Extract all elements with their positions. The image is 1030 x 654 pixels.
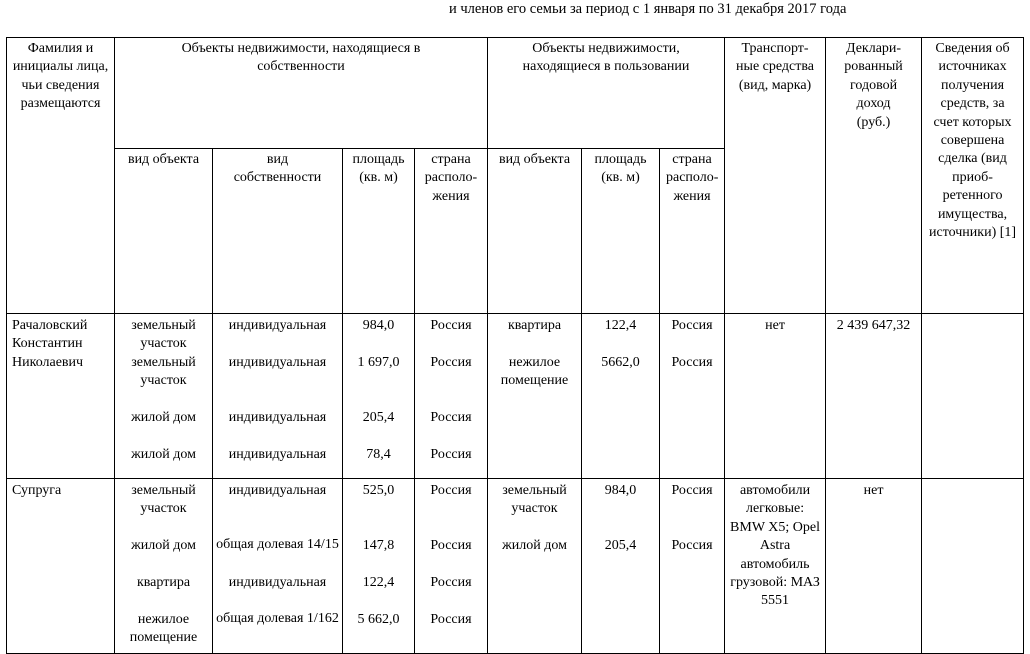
- header-used-area: [582, 149, 660, 314]
- owned-ownership: индивидуальная: [228, 483, 327, 498]
- header-owned-ownership: [213, 149, 343, 314]
- owned-country: Россия: [430, 318, 472, 333]
- owned-ownership: индивидуальная: [228, 354, 327, 370]
- owned-type: нежилое помещение: [129, 611, 198, 646]
- declaration-table: [6, 37, 1024, 654]
- owned-area: 5 662,0: [357, 611, 400, 627]
- owned-ownership: индивидуальная: [228, 409, 327, 425]
- owned-area-cell: [343, 479, 415, 654]
- used-country: Россия: [671, 483, 713, 498]
- vehicles-value: автомобили легковые: BMW X5; Opel Astra автомобиль грузовой: МАЗ 5551: [730, 483, 821, 609]
- header-used-country: [660, 149, 725, 314]
- person-cell: [7, 314, 115, 479]
- used-type-cell: [488, 479, 582, 654]
- used-country: Россия: [671, 538, 713, 554]
- header-used-country-text: страна располо-жения: [666, 152, 719, 204]
- header-used-type-text: вид объекта: [498, 152, 571, 167]
- vehicles-cell: [725, 314, 826, 479]
- owned-type-cell: [115, 314, 213, 479]
- person-cell: [7, 479, 115, 654]
- header-owned-area: [343, 149, 415, 314]
- owned-area: 1 697,0: [357, 354, 400, 370]
- header-person: [7, 38, 115, 314]
- used-area-cell: [582, 314, 660, 479]
- header-person-text: Фамилия и инициалы лица, чьи сведения размещаются: [12, 41, 109, 112]
- used-country: Россия: [671, 354, 713, 370]
- owned-type: жилой дом: [131, 538, 196, 554]
- owned-area: 147,8: [362, 538, 395, 554]
- owned-area: 205,4: [362, 409, 395, 425]
- header-owned-ownership-text: вид собственности: [233, 152, 322, 186]
- header-owned-country: [415, 149, 488, 314]
- income-cell: [826, 479, 922, 654]
- header-used-group-text: Объекты недвижимости, находящиеся в пользовании: [522, 41, 690, 75]
- table-row: [7, 314, 1024, 479]
- sources-value: [922, 314, 1023, 317]
- owned-ownership: общая долевая 1/162: [216, 610, 339, 626]
- header-owned-group: [115, 38, 488, 149]
- header-income-text: Деклари-рованный годовой доход (руб.): [844, 41, 903, 130]
- header-row-1: [7, 38, 1024, 149]
- owned-type-cell: [115, 479, 213, 654]
- used-type: земельный участок: [502, 483, 567, 517]
- sources-value: [922, 479, 1023, 482]
- used-type-cell: [488, 314, 582, 479]
- owned-country: Россия: [430, 574, 472, 590]
- owned-type: земельный участок: [131, 318, 196, 352]
- used-area: 122,4: [604, 318, 637, 333]
- header-vehicles-text: Транспорт-ные средства (вид, марка): [736, 41, 814, 93]
- vehicles-value: нет: [765, 318, 785, 333]
- header-owned-type-text: вид объекта: [127, 152, 200, 167]
- owned-country-cell: [415, 479, 488, 654]
- header-used-area-text: площадь (кв. м): [594, 152, 647, 186]
- sources-cell: [922, 479, 1024, 654]
- used-area: 205,4: [604, 538, 637, 554]
- owned-country: Россия: [430, 483, 472, 498]
- income-value: нет: [863, 483, 884, 498]
- used-area-cell: [582, 479, 660, 654]
- used-area: 984,0: [604, 483, 637, 498]
- owned-area: 78,4: [366, 446, 391, 462]
- person-name: Рачаловский Константин Николаевич: [12, 318, 88, 370]
- header-used-group: [488, 38, 725, 149]
- owned-type: жилой дом: [131, 446, 196, 462]
- vehicles-cell: [725, 479, 826, 654]
- header-used-type: [488, 149, 582, 314]
- header-owned-country-text: страна располо-жения: [424, 152, 478, 204]
- used-country-cell: [660, 314, 725, 479]
- header-vehicles: [725, 38, 826, 314]
- income-cell: [826, 314, 922, 479]
- owned-type: земельный участок: [131, 354, 196, 389]
- owned-ownership: индивидуальная: [228, 446, 327, 462]
- owned-area-cell: [343, 314, 415, 479]
- owned-country: Россия: [430, 611, 472, 627]
- owned-ownership-cell: [213, 314, 343, 479]
- header-owned-type: [115, 149, 213, 314]
- table-row: [7, 479, 1024, 654]
- header-owned-area-text: площадь (кв. м): [352, 152, 405, 186]
- document-heading: и членов его семьи за период с 1 января по 31 декабря 2017 года: [449, 1, 847, 17]
- used-type: нежилое помещение: [500, 354, 569, 389]
- header-sources-text: Сведения об источниках получения средств, за счет которых совершена сделка (вид приоб-ретенного имущества, источники) [1]: [928, 41, 1017, 241]
- sources-cell: [922, 314, 1024, 479]
- owned-type: жилой дом: [131, 409, 196, 425]
- header-income: [826, 38, 922, 314]
- owned-country: Россия: [430, 446, 472, 462]
- owned-ownership: индивидуальная: [228, 318, 327, 333]
- owned-country: Россия: [430, 538, 472, 554]
- owned-area: 122,4: [362, 574, 395, 590]
- owned-country-cell: [415, 314, 488, 479]
- owned-ownership: индивидуальная: [228, 574, 327, 590]
- owned-type: земельный участок: [131, 483, 196, 517]
- owned-country: Россия: [430, 354, 472, 370]
- header-owned-group-text: Объекты недвижимости, находящиеся в собственности: [181, 41, 421, 75]
- owned-area: 984,0: [362, 318, 395, 333]
- owned-type: квартира: [136, 574, 191, 590]
- owned-ownership-cell: [213, 479, 343, 654]
- owned-area: 525,0: [362, 483, 395, 498]
- used-country-cell: [660, 479, 725, 654]
- income-value: 2 439 647,32: [836, 318, 911, 333]
- owned-country: Россия: [430, 409, 472, 425]
- used-area: 5662,0: [601, 354, 640, 370]
- header-sources: [922, 38, 1024, 314]
- used-type: жилой дом: [502, 538, 567, 554]
- used-type: квартира: [507, 318, 562, 333]
- used-country: Россия: [671, 318, 713, 333]
- person-name: Супруга: [12, 483, 62, 498]
- owned-ownership: общая долевая 14/15: [216, 537, 339, 553]
